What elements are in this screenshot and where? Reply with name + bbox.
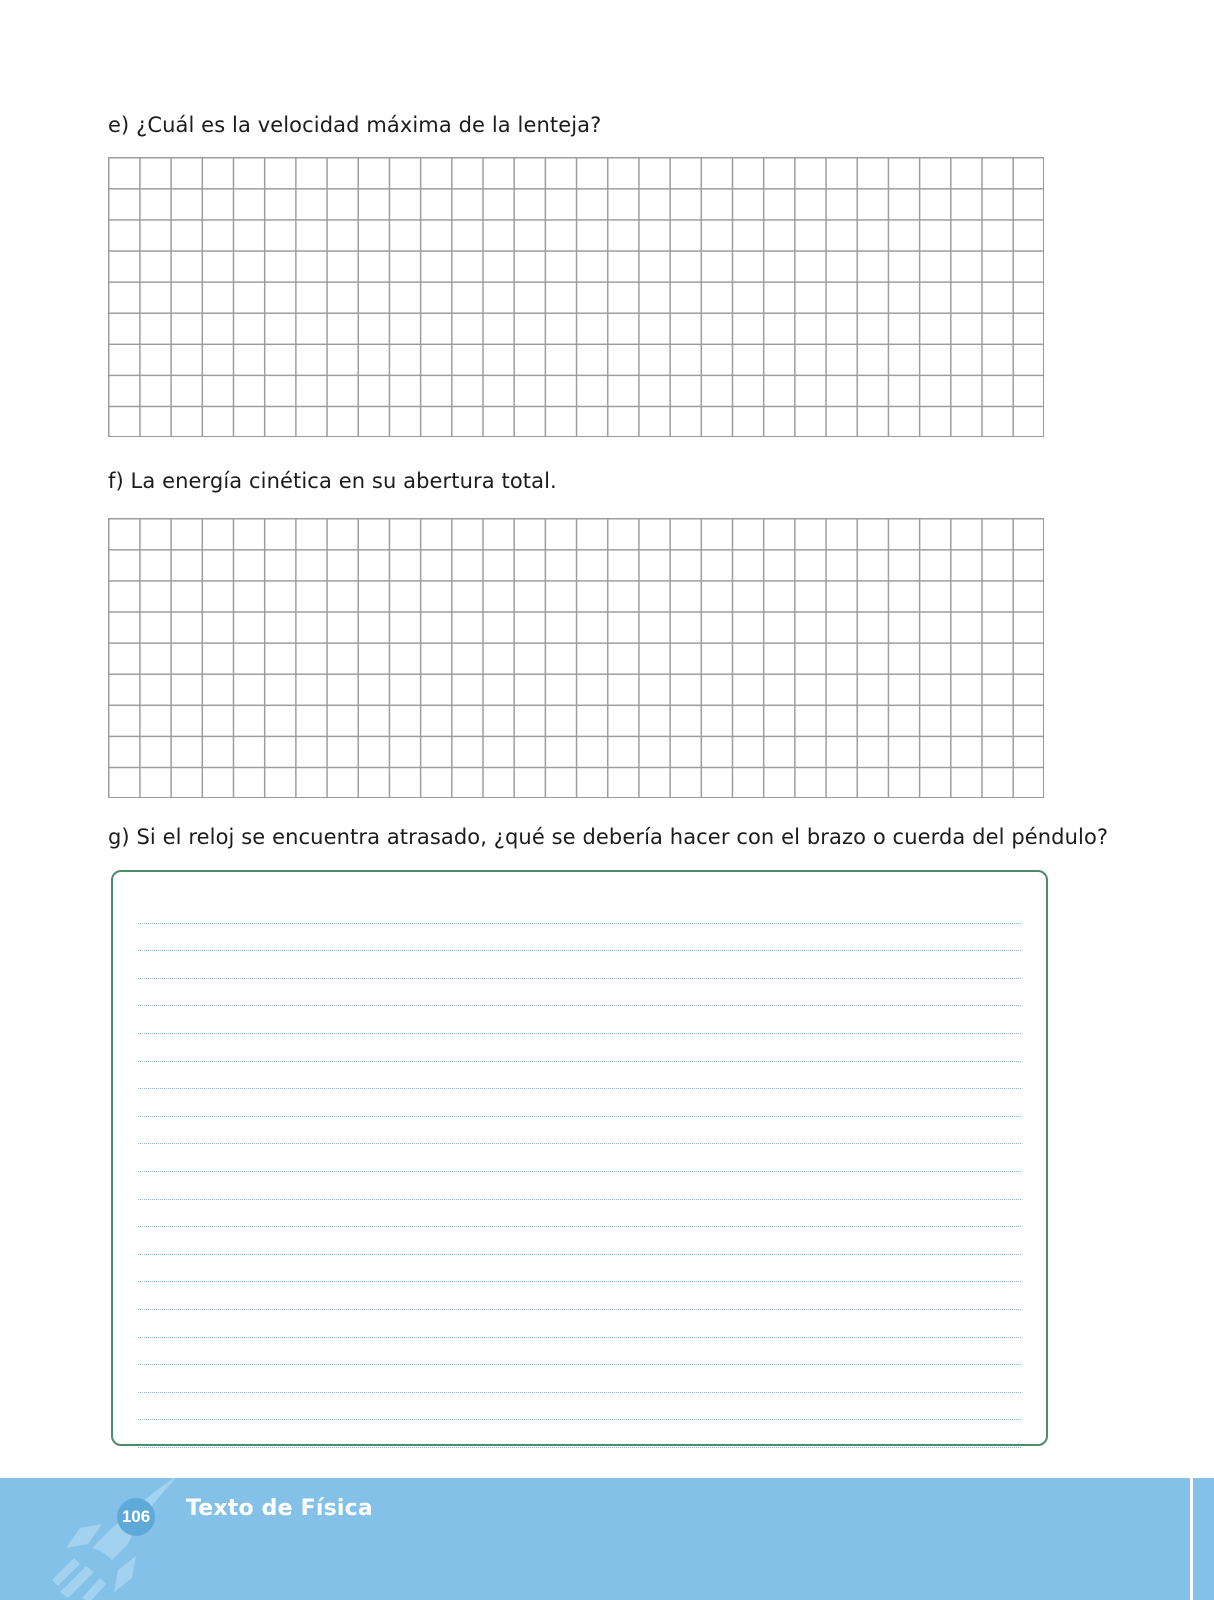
writing-line (138, 1006, 1021, 1034)
grid-answer-area-e[interactable] (108, 157, 1044, 437)
question-f: f) La energía cinética en su abertura total. (108, 469, 557, 493)
writing-line (138, 1393, 1021, 1421)
writing-line (138, 1310, 1021, 1338)
writing-line (138, 1420, 1021, 1448)
footer-edge-tab (1190, 1478, 1214, 1600)
grid-answer-area-f[interactable] (108, 518, 1044, 798)
question-e: e) ¿Cuál es la velocidad máxima de la lenteja? (108, 113, 602, 137)
writing-line (138, 1062, 1021, 1090)
answer-box-g[interactable] (111, 870, 1048, 1446)
writing-line (138, 1034, 1021, 1062)
writing-line (138, 896, 1021, 924)
writing-line (138, 1089, 1021, 1117)
writing-line (138, 1227, 1021, 1255)
writing-line (138, 1365, 1021, 1393)
writing-line (138, 924, 1021, 952)
writing-line (138, 1338, 1021, 1366)
footer-title: Texto de Física (186, 1496, 373, 1521)
writing-line (138, 979, 1021, 1007)
writing-line (138, 1282, 1021, 1310)
page-footer (0, 1478, 1214, 1600)
writing-line (138, 1117, 1021, 1145)
page-number: 106 (117, 1498, 155, 1536)
writing-line (138, 1172, 1021, 1200)
rocket-icon (40, 1478, 200, 1600)
writing-line (138, 1200, 1021, 1228)
dotted-writing-lines (138, 896, 1021, 1448)
question-g: g) Si el reloj se encuentra atrasado, ¿qué se debería hacer con el brazo o cuerda del péndulo? (108, 825, 1109, 849)
writing-line (138, 1144, 1021, 1172)
writing-line (138, 951, 1021, 979)
writing-line (138, 1255, 1021, 1283)
